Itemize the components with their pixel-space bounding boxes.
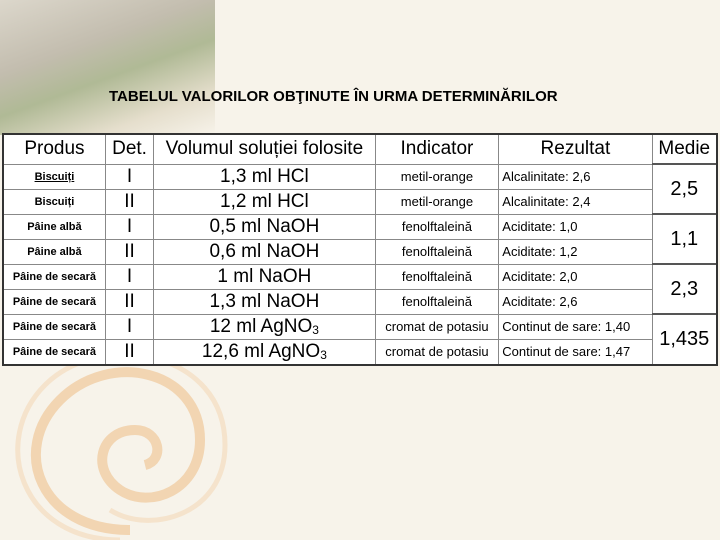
cell-rezultat: Continut de sare: 1,47 [499, 339, 652, 365]
table-row [3, 189, 717, 214]
table-row [3, 264, 717, 289]
cell-produs: Pâine de secară [3, 314, 105, 339]
cell-volum: 12 ml AgNO$_3$ [154, 314, 375, 339]
cell-indicator: fenolftaleină [375, 264, 499, 289]
cell-medie: 1,1 [652, 214, 717, 264]
cell-indicator: metil-orange [375, 189, 499, 214]
cell-det: II [105, 239, 153, 264]
table-row [3, 314, 717, 339]
cell-volum: 0,6 ml NaOH [154, 239, 375, 264]
background-photo [0, 0, 215, 135]
table-header-row [3, 134, 717, 164]
cell-det: I [105, 264, 153, 289]
header-rezultat: Rezultat [499, 134, 652, 164]
cell-rezultat: Aciditate: 2,6 [499, 289, 652, 314]
table-row [3, 239, 717, 264]
cell-det: II [105, 339, 153, 365]
cell-rezultat: Continut de sare: 1,40 [499, 314, 652, 339]
cell-medie: 2,5 [652, 164, 717, 214]
cell-indicator: metil-orange [375, 164, 499, 189]
cell-produs: Biscuiți [3, 164, 105, 189]
cell-produs: Pâine de secară [3, 339, 105, 365]
cell-medie: 2,3 [652, 264, 717, 314]
cell-indicator: fenolftaleină [375, 239, 499, 264]
header-det: Det. [105, 134, 153, 164]
cell-produs: Pâine albă [3, 239, 105, 264]
table-row [3, 289, 717, 314]
cell-det: II [105, 189, 153, 214]
cell-rezultat: Alcalinitate: 2,6 [499, 164, 652, 189]
cell-rezultat: Aciditate: 1,0 [499, 214, 652, 239]
cell-rezultat: Aciditate: 1,2 [499, 239, 652, 264]
results-table [2, 133, 718, 366]
cell-det: I [105, 314, 153, 339]
table-row [3, 164, 717, 189]
cell-produs: Pâine albă [3, 214, 105, 239]
cell-indicator: fenolftaleină [375, 289, 499, 314]
cell-medie: 1,435 [652, 314, 717, 365]
header-medie: Medie [652, 134, 717, 164]
cell-volum: 0,5 ml NaOH [154, 214, 375, 239]
cell-volum: 1 ml NaOH [154, 264, 375, 289]
cell-det: II [105, 289, 153, 314]
table-row [3, 339, 717, 365]
header-volum: Volumul soluției folosite [154, 134, 375, 164]
cell-volum: 1,3 ml NaOH [154, 289, 375, 314]
cell-produs: Biscuiți [3, 189, 105, 214]
header-produs: Produs [3, 134, 105, 164]
cell-produs: Pâine de secară [3, 264, 105, 289]
cell-indicator: cromat de potasiu [375, 314, 499, 339]
cell-rezultat: Aciditate: 2,0 [499, 264, 652, 289]
header-indicator: Indicator [375, 134, 499, 164]
cell-rezultat: Alcalinitate: 2,4 [499, 189, 652, 214]
cell-volum: 12,6 ml AgNO$_3$ [154, 339, 375, 365]
cell-produs: Pâine de secară [3, 289, 105, 314]
cell-volum: 1,2 ml HCl [154, 189, 375, 214]
cell-det: I [105, 214, 153, 239]
table-row [3, 214, 717, 239]
cell-indicator: fenolftaleină [375, 214, 499, 239]
cell-volum: 1,3 ml HCl [154, 164, 375, 189]
page-title: TABELUL VALORILOR OBŢINUTE ÎN URMA DETERMINĂRILOR [109, 88, 558, 105]
cell-indicator: cromat de potasiu [375, 339, 499, 365]
cell-det: I [105, 164, 153, 189]
